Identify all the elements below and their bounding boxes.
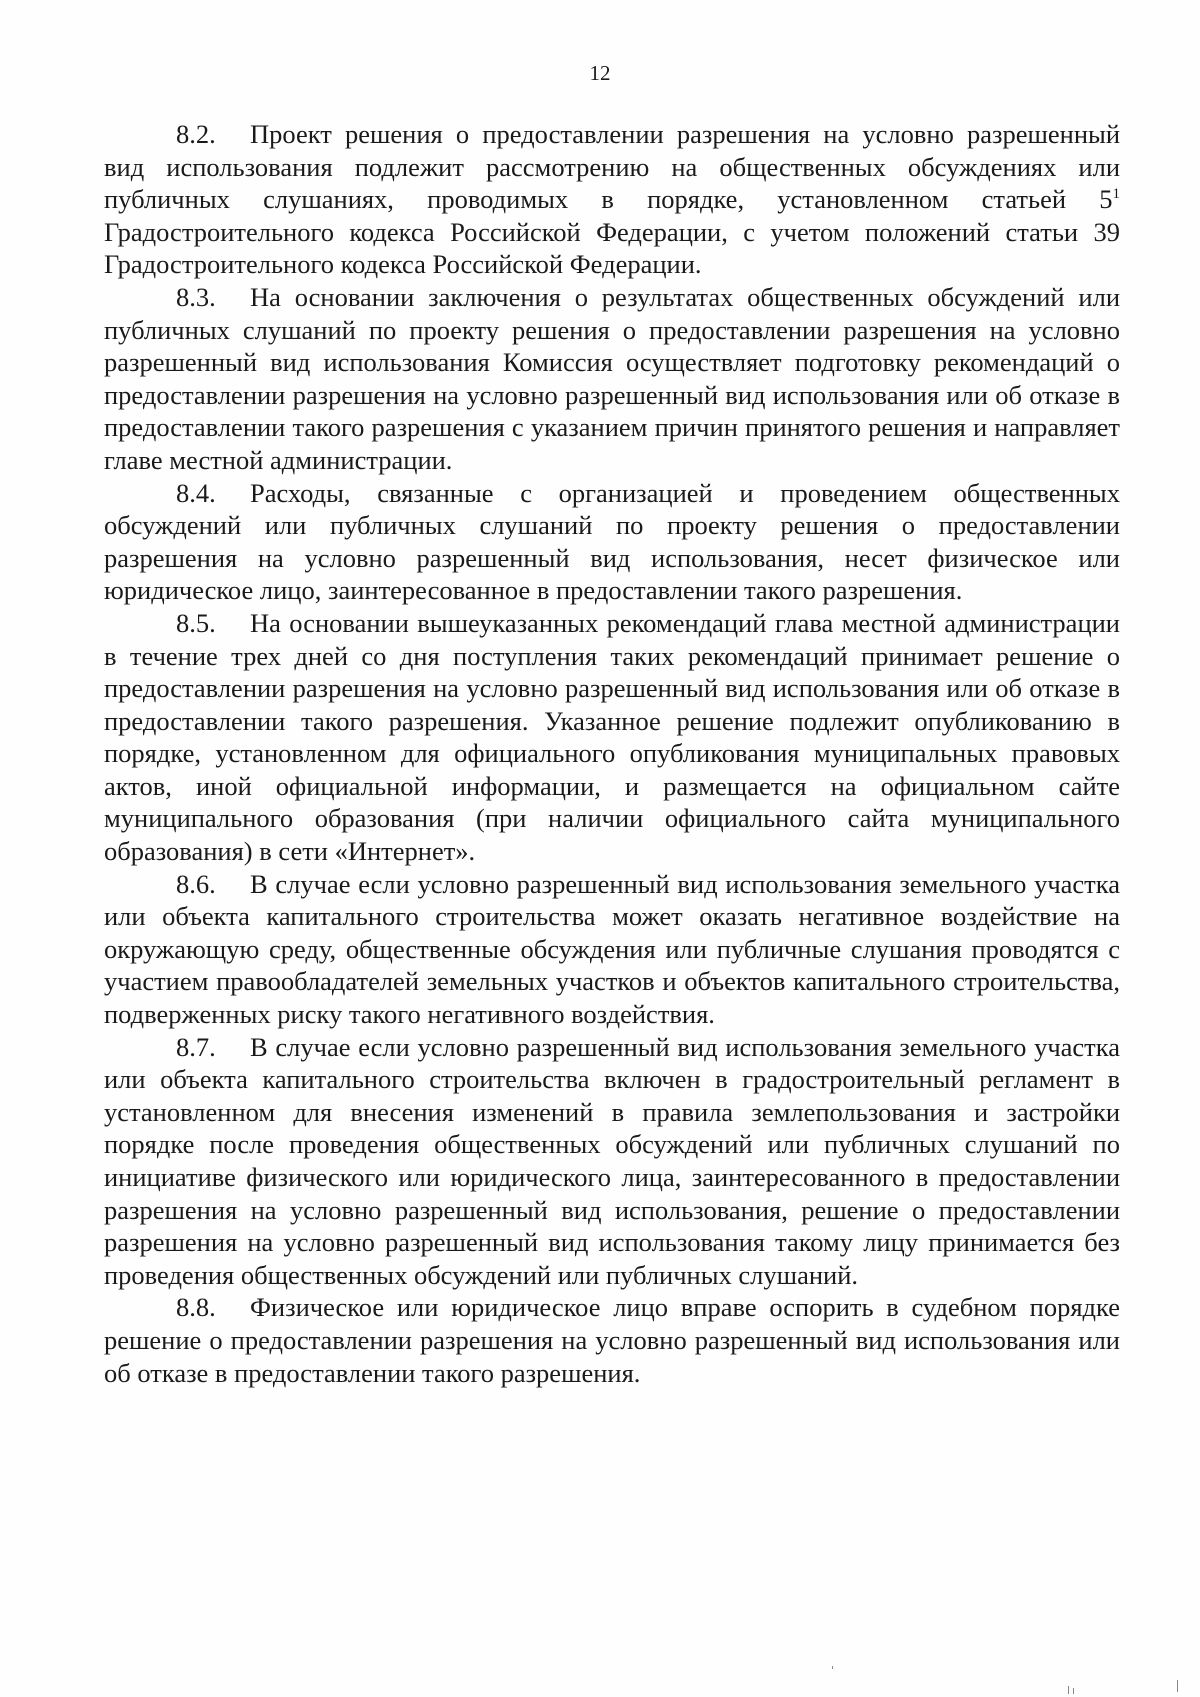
paragraph-number: 8.4. xyxy=(176,477,216,508)
paragraph-number: 8.5. xyxy=(176,607,216,638)
paragraph-text: Физическое или юридическое лицо вправе оспорить в судебном порядке решение о предоставлении разрешения на условно разрешенный вид использования или об отказе в предоставлении такого разрешения. xyxy=(104,1292,1120,1388)
paragraph-text: В случае если условно разрешенный вид использования земельного участка или объекта капитального строительства может оказать негативное воздействие на окружающую среду, общественные обсуждения или публичные слушания проводятся с участием правообладателей земельных участков и объектов капитального строительства, подверженных риску такого негативного воздействия. xyxy=(104,868,1120,1030)
document-body xyxy=(104,118,1120,1389)
paragraph-number: 8.2. xyxy=(176,119,216,149)
paragraph-8-7 xyxy=(104,1031,1120,1292)
paragraph-8-6 xyxy=(104,868,1120,1031)
paragraph-8-8 xyxy=(104,1291,1120,1389)
paragraph-number: 8.7. xyxy=(176,1031,216,1062)
scan-artifact xyxy=(1177,1680,1178,1692)
paragraph-number: 8.6. xyxy=(176,868,216,899)
paragraph-number: 8.3. xyxy=(176,281,216,312)
paragraph-text: На основании вышеуказанных рекомендаций глава местной администрации в течение трех дней со дня поступления таких рекомендаций принимает решение о предоставлении разрешения на условно разрешенный вид использования или об отказе в предоставлении такого разрешения. Указанное решение подлежит опубликованию в порядке, установленном для официального опубликования муниципальных правовых актов, иной официальной информации, и размещается на официальном сайте муниципального образования (при наличии официального сайта муниципального образования) в сети «Интернет». xyxy=(104,607,1120,867)
scan-artifact xyxy=(1073,1688,1074,1694)
paragraph-number: 8.8. xyxy=(176,1292,216,1323)
paragraph-8-4 xyxy=(104,477,1120,607)
paragraph-text: Расходы, связанные с организацией и проведением общественных обсуждений или публичных слушаний по проекту решения о предоставлении разрешения на условно разрешенный вид использования, несет физическое или юридическое лицо, заинтересованное в предоставлении такого разрешения. xyxy=(104,477,1120,606)
paragraph-text-continued: Градостроительного кодекса Российской Федерации, с учетом положений статьи 39 Градостроительного кодекса Российской Федерации. xyxy=(104,216,1120,280)
superscript: 1 xyxy=(1112,186,1120,203)
scan-artifact xyxy=(1068,1686,1069,1694)
paragraph-text: На основании заключения о результатах общественных обсуждений или публичных слушаний по проекту решения о предоставлении разрешения на условно разрешенный вид использования Комиссия осуществляет подготовку рекомендаций о предоставлении разрешения на условно разрешенный вид использования или об отказе в предоставлении такого разрешения с указанием причин принятого решения и направляет главе местной администрации. xyxy=(104,281,1120,475)
paragraph-text: В случае если условно разрешенный вид использования земельного участка или объекта капитального строительства включен в градостроительный регламент в установленном для внесения изменений в правила землепользования и застройки порядке после проведения общественных обсуждений или публичных слушаний по инициативе физического или юридического лица, заинтересованного в предоставлении разрешения на условно разрешенный вид использования, решение о предоставлении разрешения на условно разрешенный вид использования такому лицу принимается без проведения общественных обсуждений или публичных слушаний. xyxy=(104,1031,1120,1290)
page-number: 12 xyxy=(589,61,611,85)
paragraph-text: Проект решения о предоставлении разрешения на условно разрешенный вид использования подлежит рассмотрению на общественных обсуждениях или публичных слушаниях, проводимых в порядке, установленном статьей 5 xyxy=(104,119,1120,215)
scan-artifact xyxy=(832,1666,833,1669)
paragraph-8-2 xyxy=(104,118,1120,281)
paragraph-8-3 xyxy=(104,281,1120,477)
paragraph-8-5 xyxy=(104,607,1120,868)
